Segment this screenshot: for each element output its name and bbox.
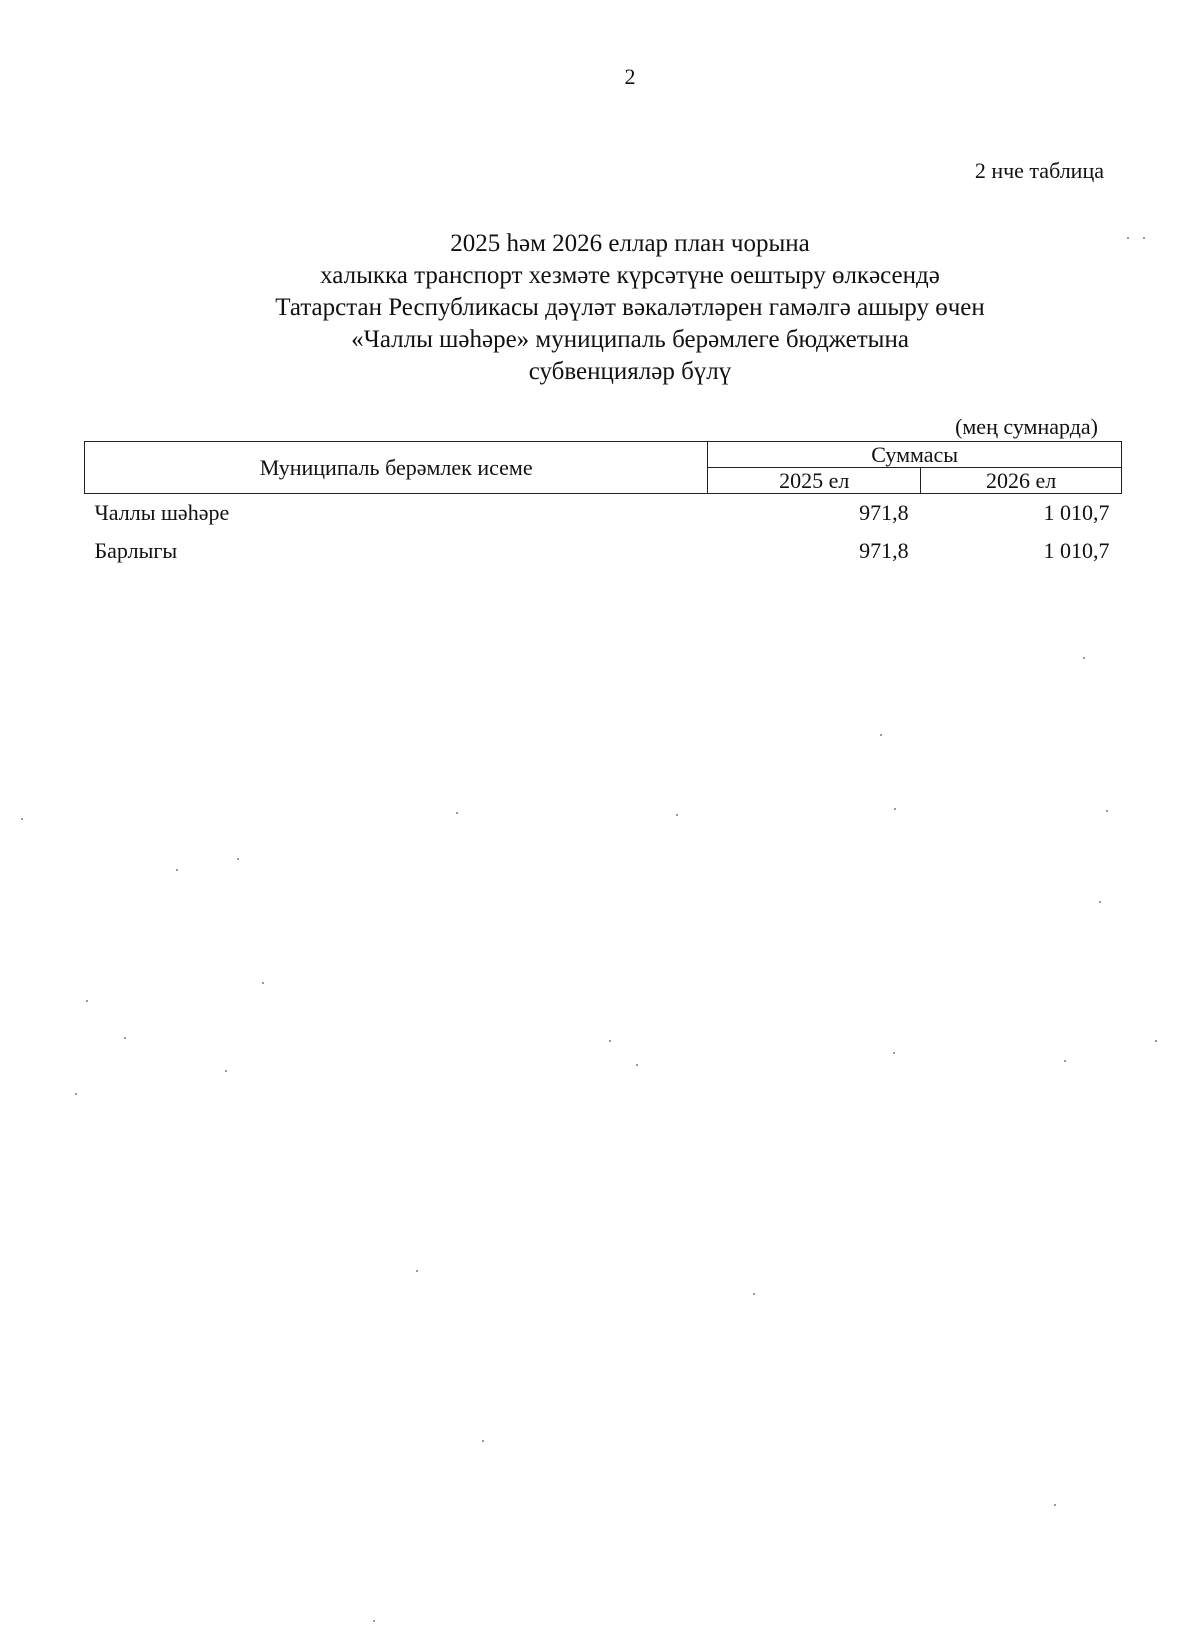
scan-speck xyxy=(373,1620,375,1622)
scan-speck xyxy=(456,812,458,814)
header-municipality-name: Муниципаль берәмлек исеме xyxy=(85,442,708,494)
scan-speck xyxy=(1106,810,1108,812)
units-note: (мең сумнарда) xyxy=(955,414,1098,439)
scan-speck xyxy=(753,1293,755,1295)
scan-speck xyxy=(636,1064,638,1066)
title-line: субвенцияләр бүлү xyxy=(528,358,732,385)
header-year-2026: 2026 ел xyxy=(921,468,1122,494)
row-value-2025: 971,8 xyxy=(859,500,909,525)
scan-speck xyxy=(176,869,178,871)
scan-speck xyxy=(124,1037,126,1039)
row-value-2026: 1 010,7 xyxy=(1043,500,1110,525)
document-title xyxy=(0,228,1200,388)
title-line: «Чаллы шәһәре» муниципаль берәмлеге бюджетына xyxy=(351,326,909,353)
scan-speck xyxy=(1127,237,1129,239)
scan-speck xyxy=(893,1052,895,1054)
row-name: Чаллы шәһәре xyxy=(94,500,230,525)
table-label: 2 нче таблица xyxy=(974,158,1104,183)
scan-speck xyxy=(609,1040,611,1042)
scan-speck xyxy=(237,858,239,860)
scan-speck xyxy=(1155,1040,1157,1042)
row-value-2025: 971,8 xyxy=(859,538,909,563)
scan-speck xyxy=(225,1070,227,1072)
title-line: Татарстан Республикасы дәүләт вәкаләтләрен гамәлгә ашыру өчен xyxy=(275,294,985,321)
page-number: 2 xyxy=(624,64,636,89)
row-name: Барлыгы xyxy=(94,538,178,563)
scan-speck xyxy=(21,818,23,820)
table-row-total xyxy=(85,532,1122,570)
scan-speck xyxy=(1083,657,1085,659)
header-amount-group: Суммасы xyxy=(708,442,1122,468)
scan-speck xyxy=(1143,237,1145,239)
subvention-table xyxy=(84,441,1122,570)
scan-speck xyxy=(1054,1504,1056,1506)
scan-speck xyxy=(86,1000,88,1002)
scan-speck xyxy=(262,982,264,984)
scan-speck xyxy=(676,814,678,816)
scan-speck xyxy=(75,1093,77,1095)
title-line: халыкка транспорт хезмәте күрсәтүне оештыру өлкәсендә xyxy=(320,262,940,289)
scan-speck xyxy=(1099,901,1101,903)
scan-speck xyxy=(894,808,896,810)
scan-speck xyxy=(482,1440,484,1442)
scan-speck xyxy=(1064,1060,1066,1062)
scan-speck xyxy=(880,734,882,736)
table-row xyxy=(85,494,1122,533)
row-value-2026: 1 010,7 xyxy=(1043,538,1110,563)
header-year-2025: 2025 ел xyxy=(708,468,921,494)
scan-speck xyxy=(416,1270,418,1272)
title-line: 2025 һәм 2026 еллар план чорына xyxy=(450,230,810,257)
